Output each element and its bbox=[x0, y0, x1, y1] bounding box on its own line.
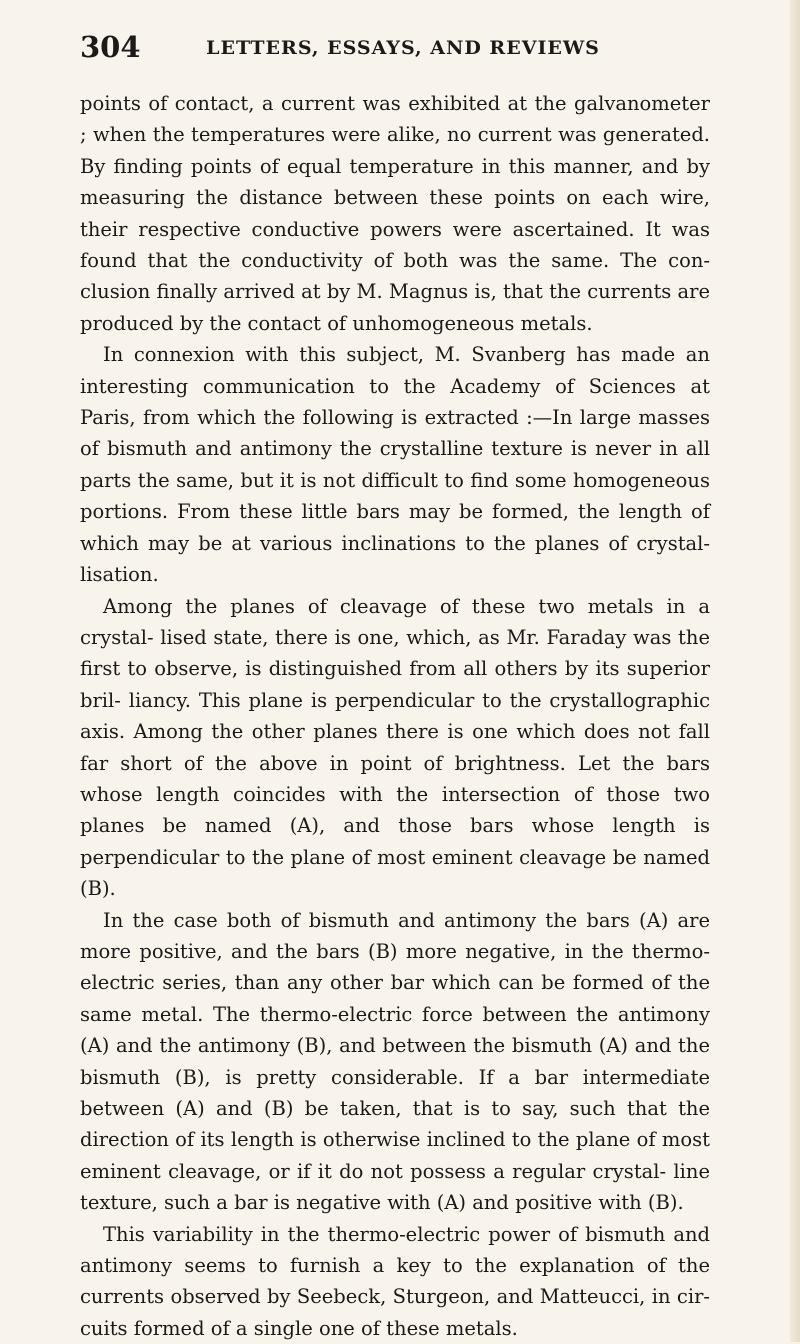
body-text bbox=[80, 88, 710, 1344]
paragraph-1: points of contact, a current was exhibited at the galvanometer ; when the temperatures were alike, no current was generated. By finding points of equal temperature in this manner, and by measuring the distance between these points on each wire, their respective conductive powers were ascertained. It was found that the conductivity of both was the same. The con- clusion finally arrived at by M. Magnus is, that the currents are produced by the contact of unhomogeneous metals. bbox=[80, 92, 710, 335]
paragraph-3: Among the planes of cleavage of these two metals in a crystal- lised state, there is one, which, as Mr. Faraday was the first to observe, is distinguished from all others by its superior bril- liancy. This plane is perpendicular to the crystallographic axis. Among the other planes there is one which does not fall far short of the above in point of brightness. Let the bars whose length coincides with the intersection of those two planes be named (A), and those bars whose length is perpendicular to the plane of most eminent cleavage be named (B). bbox=[80, 594, 710, 901]
paragraph-4: In the case both of bismuth and antimony the bars (A) are more positive, and the bars (B) more negative, in the thermo- electric series, than any other bar which can be formed of the same metal. The thermo-electric force between the antimony (A) and the antimony (B), and between the bismuth (A) and the bismuth (B), is pretty considerable. If a bar intermediate between (A) and (B) be taken, that is to say, such that the direction of its length is otherwise inclined to the plane of most eminent cleavage, or if it do not possess a regular crystal- line texture, such a bar is negative with (A) and positive with (B). bbox=[80, 908, 710, 1215]
paragraph-5: This variability in the thermo-electric power of bismuth and antimony seems to furnish a key to the explanation of the currents observed by Seebeck, Sturgeon, and Matteucci, in cir- cuits formed of a single one of these metals. bbox=[80, 1222, 710, 1340]
page-edge bbox=[790, 0, 800, 1342]
running-head: LETTERS, ESSAYS, AND REVIEWS bbox=[206, 37, 600, 59]
page-header bbox=[80, 30, 726, 70]
page-number: 304 bbox=[80, 30, 141, 64]
paragraph-2: In connexion with this subject, M. Svanberg has made an interesting communication to the Academy of Sciences at Paris, from which the following is extracted :—In large masses of bismuth and antimony the crystalline texture is never in all parts the same, but it is not difficult to find some homogeneous portions. From these little bars may be formed, the length of which may be at various inclinations to the planes of crystal- lisation. bbox=[80, 343, 710, 587]
